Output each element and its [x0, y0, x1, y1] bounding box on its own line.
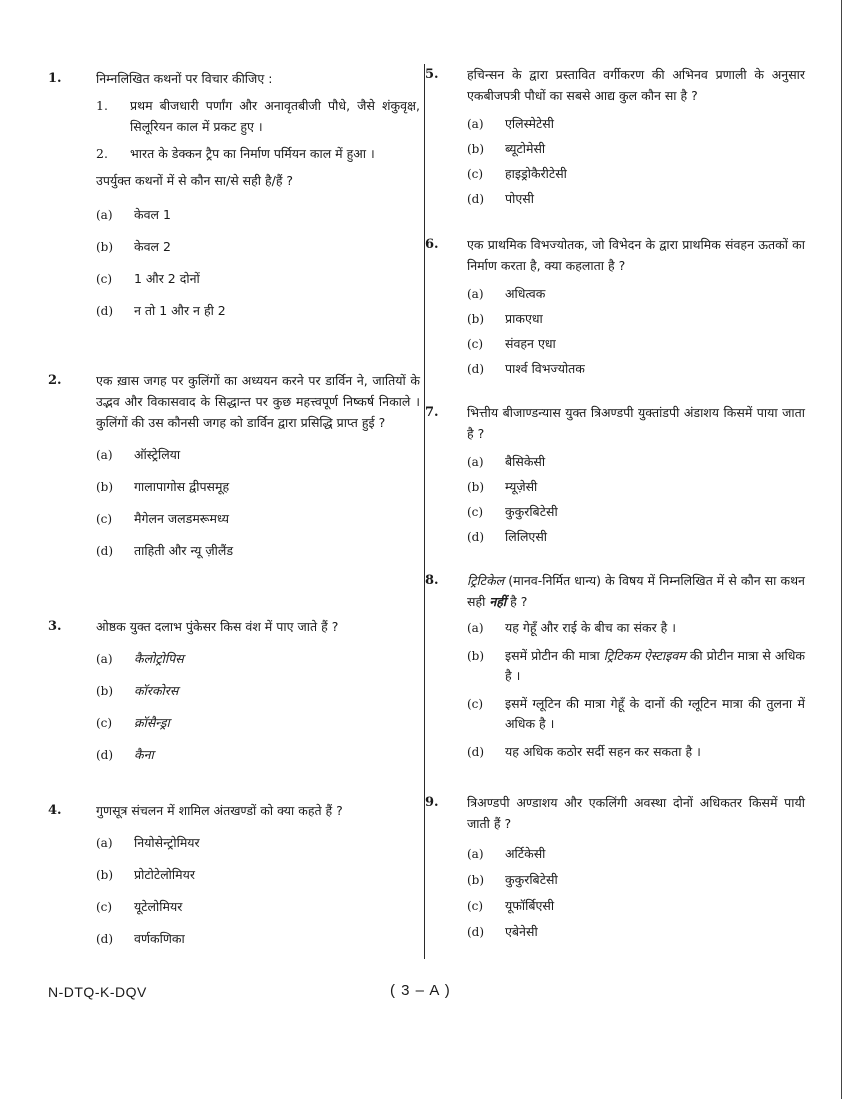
option-label: (c) — [96, 272, 113, 286]
option-text: एबेनेसी — [505, 924, 538, 939]
option-label: (d) — [467, 530, 485, 544]
statement-text: प्रथम बीजधारी पर्णांग और अनावृतबीजी पौधे, जैसे शंकुवृक्ष, सिलूरियन काल में प्रकट हुए । — [130, 98, 420, 134]
question-text-part: (मानव-निर्मित धान्य) के विषय में निम्नलिखित में से कौन सा कथन सही — [467, 573, 805, 609]
question-text: ओष्ठक युक्त दलाभ पुंकेसर किस वंश में पाए जाते हैं ? — [96, 619, 339, 634]
option-label: (d) — [96, 748, 114, 762]
question-number: 5. — [425, 67, 439, 82]
question-2 — [48, 370, 420, 561]
option-c[interactable] — [467, 896, 805, 916]
statement-list — [96, 95, 420, 164]
option-b[interactable] — [96, 237, 420, 257]
option-c[interactable] — [467, 334, 805, 354]
option-label: (c) — [467, 337, 484, 351]
option-label: (a) — [467, 847, 484, 861]
question-number: 6. — [425, 237, 439, 252]
option-list — [96, 445, 420, 561]
option-label: (a) — [96, 652, 113, 666]
option-label: (a) — [467, 621, 484, 635]
option-text-italic: ट्रिटिकम ऐस्टाइवम — [603, 648, 686, 663]
option-text: की प्रोटीन मात्रा से अधिक है । — [505, 648, 805, 683]
option-label: (d) — [96, 544, 114, 558]
option-c[interactable] — [467, 502, 805, 522]
option-b[interactable] — [96, 681, 420, 701]
option-text: हाइड्रोकैरीटेसी — [505, 166, 567, 181]
option-a[interactable] — [467, 114, 805, 134]
option-text: 1 और 2 दोनों — [134, 271, 200, 286]
question-7 — [425, 402, 805, 547]
option-b[interactable] — [467, 139, 805, 159]
option-label: (b) — [467, 480, 485, 494]
option-c[interactable] — [96, 897, 420, 917]
option-list — [467, 114, 805, 209]
option-label: (d) — [467, 362, 485, 376]
option-label: (b) — [467, 873, 485, 887]
sub-question: उपर्युक्त कथनों में से कौन सा/से सही है/हैं ? — [96, 173, 294, 188]
option-c[interactable] — [467, 694, 805, 734]
option-text: ब्यूटोमेसी — [505, 141, 546, 156]
option-text: केवल 2 — [134, 239, 171, 254]
option-c[interactable] — [467, 164, 805, 184]
statement — [96, 143, 420, 164]
option-label: (d) — [96, 932, 114, 946]
option-label: (c) — [467, 697, 484, 711]
option-list — [467, 284, 805, 379]
statement — [96, 95, 420, 137]
option-label: (c) — [96, 900, 113, 914]
option-label: (b) — [467, 649, 485, 663]
option-label: (b) — [96, 868, 114, 882]
option-label: (d) — [467, 925, 485, 939]
option-d[interactable] — [96, 541, 420, 561]
option-text: केवल 1 — [134, 207, 171, 222]
option-label: (b) — [96, 480, 114, 494]
option-d[interactable] — [96, 301, 420, 321]
option-b[interactable] — [467, 309, 805, 329]
option-text: लिलिएसी — [505, 529, 548, 544]
question-number: 4. — [48, 803, 62, 818]
option-a[interactable] — [467, 284, 805, 304]
option-text: प्रोटोटेलोमियर — [134, 867, 195, 882]
option-text: ताहिती और न्यू ज़ीलैंड — [134, 543, 234, 558]
option-d[interactable] — [96, 745, 420, 765]
option-text: बैसिकेसी — [505, 454, 546, 469]
question-number: 9. — [425, 795, 439, 810]
option-text: यह गेहूँ और राई के बीच का संकर है । — [505, 620, 676, 635]
statement-text: भारत के डेक्कन ट्रैप का निर्माण पर्मियन काल में हुआ । — [130, 146, 375, 161]
statement-number: 1. — [96, 98, 108, 113]
option-list — [96, 649, 420, 765]
option-text: कुकुरबिटेसी — [505, 504, 558, 519]
option-text: यूफॉर्बिएसी — [505, 898, 555, 913]
option-text: गालापागोस द्वीपसमूह — [134, 479, 230, 494]
question-text: निम्नलिखित कथनों पर विचार कीजिए : — [96, 71, 273, 86]
option-d[interactable] — [96, 929, 420, 949]
question-1 — [48, 68, 420, 321]
option-d[interactable] — [467, 527, 805, 547]
option-label: (b) — [467, 312, 485, 326]
option-label: (a) — [96, 836, 113, 850]
option-text: पोएसी — [505, 191, 534, 206]
option-d[interactable] — [467, 742, 805, 762]
paper-code: N-DTQ-K-DQV — [48, 984, 147, 1000]
option-text: वर्णकणिका — [134, 931, 185, 946]
option-label: (d) — [467, 745, 485, 759]
option-text: अर्टिकेसी — [505, 846, 546, 861]
option-label: (b) — [96, 240, 114, 254]
option-label: (d) — [96, 304, 114, 318]
option-text: एलिस्मेटेसी — [505, 116, 554, 131]
option-b[interactable] — [467, 646, 805, 686]
question-number: 3. — [48, 619, 62, 634]
question-number: 8. — [425, 573, 439, 588]
option-a[interactable] — [467, 618, 805, 638]
question-text-italic: ट्रिटिकेल — [467, 573, 505, 588]
option-a[interactable] — [96, 205, 420, 225]
option-d[interactable] — [467, 189, 805, 209]
option-label: (a) — [96, 448, 113, 462]
option-list — [467, 618, 805, 762]
question-text: गुणसूत्र संचलन में शामिल अंतखण्डों को क्या कहते हैं ? — [96, 803, 343, 818]
option-label: (c) — [467, 505, 484, 519]
question-4 — [48, 800, 420, 949]
option-label: (c) — [96, 512, 113, 526]
option-label: (b) — [96, 684, 114, 698]
option-text: कैना — [134, 747, 154, 762]
option-c[interactable] — [96, 713, 420, 733]
option-label: (a) — [467, 117, 484, 131]
option-b[interactable] — [467, 870, 805, 890]
option-b[interactable] — [96, 477, 420, 497]
option-label: (d) — [467, 192, 485, 206]
option-text: क्रॉसैन्ड्रा — [134, 715, 170, 730]
option-d[interactable] — [467, 359, 805, 379]
question-6 — [425, 234, 805, 379]
option-a[interactable] — [467, 844, 805, 864]
option-label: (c) — [467, 899, 484, 913]
option-text: कुकुरबिटेसी — [505, 872, 558, 887]
option-text: नियोसेन्ट्रोमियर — [134, 835, 200, 850]
option-text: इसमें ग्लूटिन की मात्रा गेहूँ के दानों की ग्लूटिन मात्रा की तुलना में अधिक है । — [505, 696, 805, 731]
question-text-emphasis: नहीं — [489, 594, 507, 609]
page-edge-line — [841, 0, 842, 1099]
question-text: त्रिअण्डपी अण्डाशय और एकलिंगी अवस्था दोनों अधिकतर किसमें पायी जाती हैं ? — [467, 795, 805, 831]
option-a[interactable] — [96, 833, 420, 853]
option-text: म्यूज़ेसी — [505, 479, 538, 494]
question-text: हचिन्सन के द्वारा प्रस्तावित वर्गीकरण की अभिनव प्रणाली के अनुसार एकबीजपत्री पौधों का सबसे आद्य कुल कौन सा है ? — [467, 67, 805, 103]
option-label: (a) — [96, 208, 113, 222]
question-number: 2. — [48, 373, 62, 388]
question-text: भित्तीय बीजाण्डन्यास युक्त त्रिअण्डपी युक्तांडपी अंडाशय किसमें पाया जाता है ? — [467, 405, 805, 441]
option-c[interactable] — [96, 509, 420, 529]
option-a[interactable] — [96, 445, 420, 465]
option-c[interactable] — [96, 269, 420, 289]
option-list — [96, 833, 420, 949]
option-text: इसमें प्रोटीन की मात्रा — [505, 648, 604, 663]
question-number: 1. — [48, 71, 62, 86]
question-9 — [425, 792, 805, 942]
option-a[interactable] — [467, 452, 805, 472]
option-label: (c) — [467, 167, 484, 181]
question-8 — [425, 570, 805, 762]
question-3 — [48, 616, 420, 765]
option-text: यह अधिक कठोर सर्दी सहन कर सकता है । — [505, 744, 701, 759]
option-label: (c) — [96, 716, 113, 730]
option-text: संवहन एधा — [505, 336, 556, 351]
option-text: कॉरकोरस — [134, 683, 179, 698]
option-text: प्राकएधा — [505, 311, 543, 326]
option-text: कैलोट्रोपिस — [134, 651, 184, 666]
option-list — [467, 452, 805, 547]
option-b[interactable] — [96, 865, 420, 885]
option-a[interactable] — [96, 649, 420, 669]
question-5 — [425, 64, 805, 209]
option-text: न तो 1 और न ही 2 — [134, 303, 226, 318]
question-text-part: है ? — [506, 594, 528, 609]
option-text: ऑस्ट्रेलिया — [134, 447, 181, 462]
question-text: एक ख़ास जगह पर कुलिंगों का अध्ययन करने पर डार्विन ने, जातियों के उद्भव और विकासवाद के सिद्धान्त पर कुछ महत्त्वपूर्ण निष्कर्ष निकाले । कुलिंगों की उस कौनसी जगह को डार्विन द्वारा प्रसिद्धि प्राप्त हुई ? — [96, 373, 420, 430]
option-list — [467, 844, 805, 942]
option-label: (a) — [467, 455, 484, 469]
question-text: एक प्राथमिक विभज्योतक, जो विभेदन के द्वारा प्राथमिक संवहन ऊतकों का निर्माण करता है, क्या कहलाता है ? — [467, 237, 805, 273]
option-label: (a) — [467, 287, 484, 301]
page-number: ( 3 – A ) — [390, 982, 451, 999]
option-b[interactable] — [467, 477, 805, 497]
option-label: (b) — [467, 142, 485, 156]
option-list — [96, 205, 420, 321]
option-d[interactable] — [467, 922, 805, 942]
question-number: 7. — [425, 405, 439, 420]
statement-number: 2. — [96, 146, 108, 161]
option-text: पार्श्व विभज्योतक — [505, 361, 585, 376]
option-text: अधित्वक — [505, 286, 546, 301]
question-text — [467, 570, 805, 612]
option-text: मैगेलन जलडमरूमध्य — [134, 511, 229, 526]
option-text: यूटेलोमियर — [134, 899, 183, 914]
